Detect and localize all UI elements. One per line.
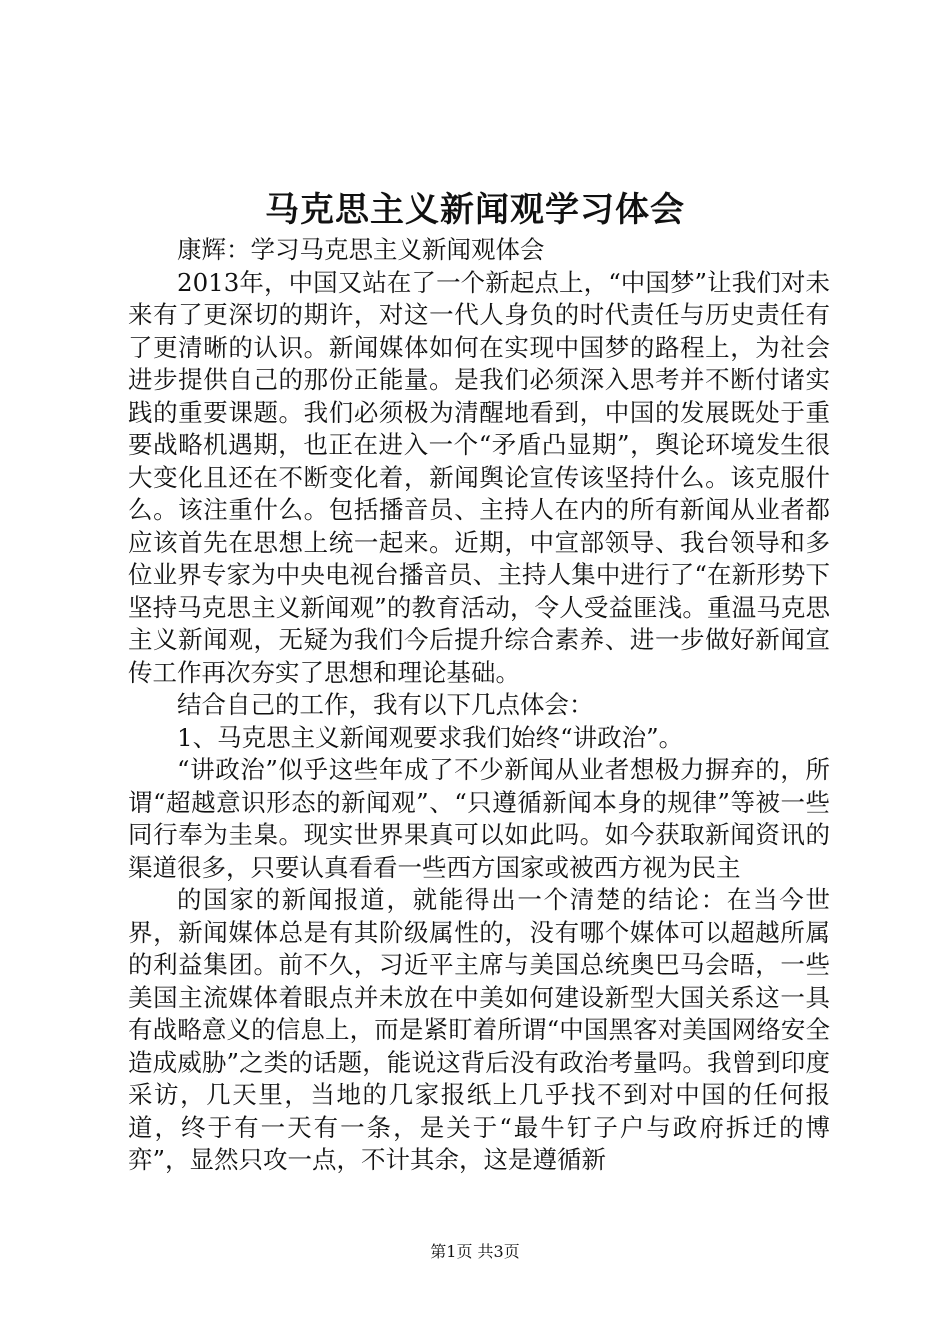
document-body (128, 234, 830, 1177)
paragraph-intro: 2013年，中国又站在了一个新起点上，“中国梦”让我们对未来有了更深切的期许，对这一代人身负的时代责任与历史责任有了更清晰的认识。新闻媒体如何在实现中国梦的路程上，为社会进步提供自己的那份正能量。是我们必须深入思考并不断付诸实践的重要课题。我们必须极为清醒地看到，中国的发展既处于重要战略机遇期，也正在进入一个“矛盾凸显期”，舆论环境发生很大变化且还在不断变化着，新闻舆论宣传该坚持什么。该克服什么。该注重什么。包括播音员、主持人在内的所有新闻从业者都应该首先在思想上统一起来。近期，中宣部领导、我台领导和多位业界专家为中央电视台播音员、主持人集中进行了“在新形势下坚持马克思主义新闻观”的教育活动，令人受益匪浅。重温马克思主义新闻观，无疑为我们今后提升综合素养、进一步做好新闻宣传工作再次夯实了思想和理论基础。 (128, 267, 830, 687)
paragraph-summary: 结合自己的工作，我有以下几点体会： (177, 690, 594, 719)
page-footer: 第1页 共3页 (430, 1242, 520, 1261)
paragraph-author: 康辉：学习马克思主义新闻观体会 (177, 235, 545, 264)
paragraph-point-1: 1、马克思主义新闻观要求我们始终“讲政治”。 (177, 722, 684, 752)
document-title: 马克思主义新闻观学习体会 (265, 190, 685, 230)
paragraph-continuation: 的国家的新闻报道，就能得出一个清楚的结论：在当今世界，新闻媒体总是有其阶级属性的，没有哪个媒体可以超越所属的利益集团。前不久，习近平主席与美国总统奥巴马会晤，一些美国主流媒体着眼点并未放在中美如何建设新型大国关系这一具有战略意义的信息上，而是紧盯着所谓“中国黑客对美国网络安全造成威胁”之类的话题，能说这背后没有政治考量吗。我曾到印度采访，几天里，当地的几家报纸上几乎找不到对中国的任何报道，终于有一天有一条，是关于“最牛钉子户与政府拆迁的博弈”，显然只攻一点，不计其余，这是遵循新 (128, 885, 830, 1174)
paragraph-politics: “讲政治”似乎这些年成了不少新闻从业者想极力摒弃的，所谓“超越意识形态的新闻观”、“只遵循新闻本身的规律”等被一些同行奉为圭臬。现实世界果真可以如此吗。如今获取新闻资讯的渠道很多，只要认真看看一些西方国家或被西方视为民主 (128, 755, 830, 882)
